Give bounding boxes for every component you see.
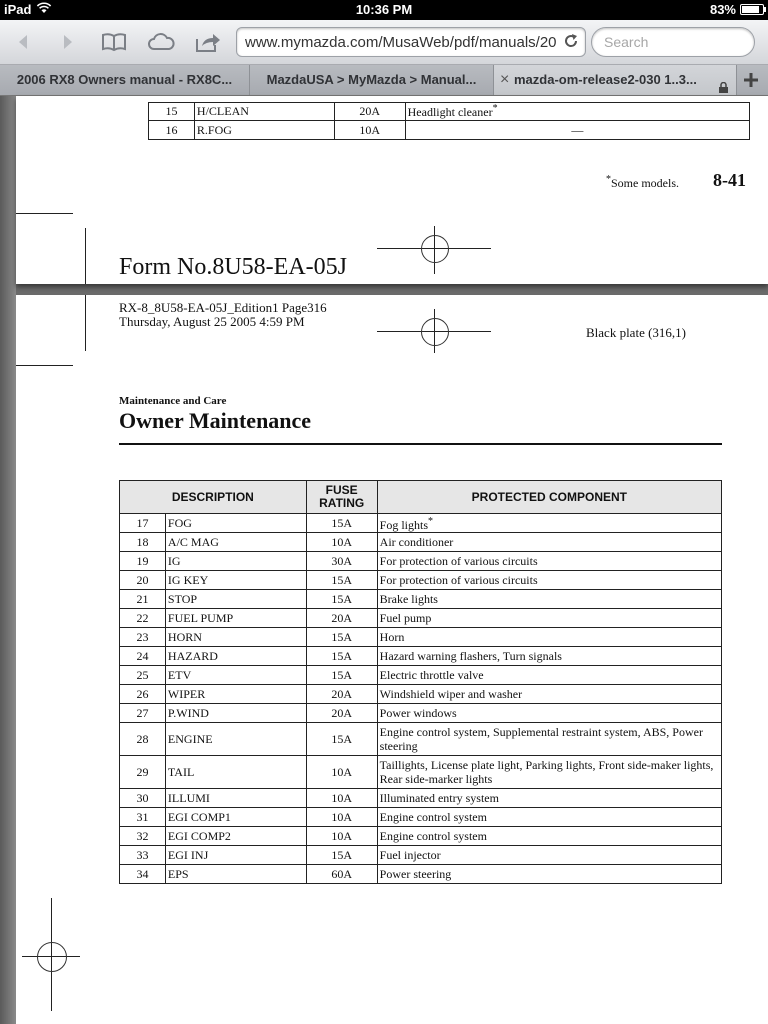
row-number: 32 <box>120 827 166 846</box>
row-description: ENGINE <box>165 723 306 756</box>
row-number: 29 <box>120 756 166 789</box>
pdf-viewer[interactable] <box>0 96 768 1024</box>
row-number: 24 <box>120 647 166 666</box>
row-rating: 20A <box>306 685 377 704</box>
table-row <box>120 846 722 865</box>
page-title: Owner Maintenance <box>119 408 312 433</box>
row-component <box>377 609 721 628</box>
status-right <box>710 2 764 17</box>
status-time: 10:36 PM <box>355 2 413 17</box>
tab-rx8-owners-manual[interactable] <box>0 65 250 95</box>
icloud-tabs-button[interactable] <box>146 30 178 54</box>
row-rating: 10A <box>306 808 377 827</box>
row-description: IG <box>165 552 306 571</box>
row-number: 28 <box>120 723 166 756</box>
row-component <box>377 571 721 590</box>
row-rating: 15A <box>306 628 377 647</box>
pdf-page-current <box>16 295 768 1024</box>
table-row <box>149 121 750 140</box>
component-text: Fuel injector <box>379 848 441 862</box>
row-rating: 10A <box>306 533 377 552</box>
page-header <box>119 301 327 329</box>
component-text: Brake lights <box>379 592 438 606</box>
row-description: FOG <box>165 514 306 533</box>
row-number: 22 <box>120 609 166 628</box>
component-text: Taillights, License plate light, Parking lights, Front side-maker lights, Rear side-marker lights <box>379 758 714 786</box>
component-text: For protection of various circuits <box>379 554 538 568</box>
row-rating: 30A <box>306 552 377 571</box>
component-text: Engine control system <box>379 829 487 843</box>
row-component <box>405 103 749 121</box>
table-row <box>120 756 722 789</box>
component-text: Horn <box>379 630 405 644</box>
row-description: STOP <box>165 590 306 609</box>
row-number: 23 <box>120 628 166 647</box>
back-button[interactable] <box>12 30 40 54</box>
row-component <box>377 704 721 723</box>
row-rating: 60A <box>306 865 377 884</box>
row-component <box>377 514 721 533</box>
table-row <box>120 723 722 756</box>
column-header-fuse-rating: FUSE RATING <box>306 481 377 514</box>
table-row <box>120 552 722 571</box>
row-description: ILLUMI <box>165 789 306 808</box>
row-number: 18 <box>120 533 166 552</box>
row-component <box>377 827 721 846</box>
cloud-icon <box>146 30 176 54</box>
row-number: 33 <box>120 846 166 865</box>
row-number: 25 <box>120 666 166 685</box>
footnote-star: * <box>428 515 434 527</box>
reload-icon[interactable] <box>563 33 579 49</box>
row-rating: 15A <box>306 846 377 865</box>
share-icon <box>194 30 222 54</box>
row-description: R.FOG <box>194 121 334 140</box>
row-rating: 15A <box>306 590 377 609</box>
row-number: 19 <box>120 552 166 571</box>
row-rating: 10A <box>306 756 377 789</box>
status-bar <box>0 0 768 20</box>
component-text: For protection of various circuits <box>379 573 538 587</box>
registration-mark <box>37 942 67 972</box>
component-text: Fog lights <box>379 517 429 532</box>
device-name: iPad <box>4 2 32 17</box>
row-description: FUEL PUMP <box>165 609 306 628</box>
row-rating: 15A <box>306 514 377 533</box>
header-line-2: Thursday, August 25 2005 4:59 PM <box>119 314 305 329</box>
crop-mark <box>16 213 73 214</box>
footnote-text: Some models. <box>611 176 679 190</box>
table-header-row <box>120 481 722 514</box>
row-component <box>377 808 721 827</box>
registration-mark <box>421 318 449 346</box>
table-row <box>149 103 750 121</box>
page-number: 8-41 <box>713 170 746 190</box>
row-number: 21 <box>120 590 166 609</box>
table-row <box>120 571 722 590</box>
row-component <box>377 533 721 552</box>
component-text: Power steering <box>379 867 452 881</box>
search-input[interactable] <box>602 33 746 51</box>
table-row <box>120 628 722 647</box>
component-text: Hazard warning flashers, Turn signals <box>379 649 562 663</box>
pdf-page-previous <box>16 96 768 284</box>
component-text: Electric throttle valve <box>379 668 484 682</box>
row-component <box>377 628 721 647</box>
bookmarks-button[interactable] <box>100 30 128 54</box>
row-description: P.WIND <box>165 704 306 723</box>
component-text: Engine control system, Supplemental restraint system, ABS, Power steering <box>379 725 703 753</box>
fuse-table-continued <box>148 102 750 140</box>
column-header-protected-component: PROTECTED COMPONENT <box>377 481 721 514</box>
header-line-1: RX-8_8U58-EA-05J_Edition1 Page316 <box>119 300 327 315</box>
row-rating: 15A <box>306 647 377 666</box>
row-rating: 10A <box>306 827 377 846</box>
tab-mazda-om-release[interactable] <box>494 65 737 95</box>
row-component <box>377 723 721 756</box>
table-row <box>120 514 722 533</box>
row-number: 16 <box>149 121 195 140</box>
tab-label: mazda-om-release2-030 1..3... <box>514 72 697 87</box>
component-text: Windshield wiper and washer <box>379 687 523 701</box>
component-text: Fuel pump <box>379 611 432 625</box>
row-number: 20 <box>120 571 166 590</box>
viewer-left-edge <box>0 96 16 1024</box>
row-description: EGI INJ <box>165 846 306 865</box>
search-field[interactable] <box>591 27 755 57</box>
forward-button[interactable] <box>55 30 83 54</box>
row-rating: 20A <box>334 103 405 121</box>
row-component <box>377 552 721 571</box>
row-component <box>377 666 721 685</box>
row-component: — <box>405 121 749 140</box>
row-description: HORN <box>165 628 306 647</box>
row-rating: 10A <box>334 121 405 140</box>
crop-mark <box>85 295 86 351</box>
row-number: 30 <box>120 789 166 808</box>
row-description: A/C MAG <box>165 533 306 552</box>
table-row <box>120 533 722 552</box>
row-rating: 15A <box>306 723 377 756</box>
row-component <box>377 789 721 808</box>
table-row <box>120 865 722 884</box>
fuse-table <box>119 480 722 884</box>
row-component <box>377 865 721 884</box>
component-text: Air conditioner <box>379 535 454 549</box>
table-row <box>120 704 722 723</box>
form-number: Form No.8U58-EA-05J <box>119 254 347 280</box>
table-row <box>120 789 722 808</box>
plus-icon <box>740 69 762 91</box>
crop-mark <box>85 228 86 284</box>
tab-label: MazdaUSA > MyMazda > Manual... <box>266 72 477 87</box>
column-header-description: DESCRIPTION <box>120 481 307 514</box>
tab-bar <box>0 65 768 96</box>
close-tab-icon[interactable]: × <box>500 71 510 88</box>
row-rating: 15A <box>306 571 377 590</box>
title-rule <box>119 443 722 445</box>
footnote <box>606 174 679 191</box>
row-description: EPS <box>165 865 306 884</box>
row-description: ETV <box>165 666 306 685</box>
footnote-star: * <box>492 103 498 114</box>
share-button[interactable] <box>194 30 224 54</box>
browser-toolbar <box>0 20 768 65</box>
tab-mazdausa-mymazda[interactable] <box>250 65 494 95</box>
tab-label: 2006 RX8 Owners manual - RX8C... <box>16 72 233 87</box>
section-label: Maintenance and Care <box>119 395 227 407</box>
row-description: H/CLEAN <box>194 103 334 121</box>
table-row <box>120 590 722 609</box>
row-number: 17 <box>120 514 166 533</box>
row-component <box>377 756 721 789</box>
plate-label: Black plate (316,1) <box>586 325 686 340</box>
row-number: 27 <box>120 704 166 723</box>
battery-icon <box>740 4 764 15</box>
table-row <box>120 647 722 666</box>
component-text: Headlight cleaner <box>407 105 493 119</box>
row-component <box>377 685 721 704</box>
table-row <box>120 827 722 846</box>
row-component <box>377 590 721 609</box>
book-icon <box>100 30 128 54</box>
fuse-table-body <box>120 514 722 884</box>
row-number: 31 <box>120 808 166 827</box>
row-number: 26 <box>120 685 166 704</box>
row-component <box>377 647 721 666</box>
row-component <box>377 846 721 865</box>
row-description: TAIL <box>165 756 306 789</box>
component-text: Power windows <box>379 706 457 720</box>
row-description: WIPER <box>165 685 306 704</box>
footnote-star: * <box>606 174 611 185</box>
registration-mark <box>421 235 449 263</box>
row-number: 15 <box>149 103 195 121</box>
row-description: EGI COMP1 <box>165 808 306 827</box>
table-row <box>120 808 722 827</box>
row-rating: 15A <box>306 666 377 685</box>
row-rating: 10A <box>306 789 377 808</box>
crop-mark <box>16 365 73 366</box>
table-row <box>120 609 722 628</box>
row-description: HAZARD <box>165 647 306 666</box>
row-description: EGI COMP2 <box>165 827 306 846</box>
row-rating: 20A <box>306 609 377 628</box>
component-text: Illuminated entry system <box>379 791 499 805</box>
component-text: Engine control system <box>379 810 487 824</box>
battery-percent: 83% <box>709 2 736 17</box>
row-number: 34 <box>120 865 166 884</box>
row-description: IG KEY <box>165 571 306 590</box>
table-row <box>120 666 722 685</box>
row-rating: 20A <box>306 704 377 723</box>
lock-icon <box>719 74 728 85</box>
new-tab-button[interactable] <box>740 69 762 91</box>
table-row <box>120 685 722 704</box>
url-text: www.mymazda.com/MusaWeb/pdf/manuals/20 <box>245 34 557 51</box>
address-bar[interactable] <box>236 27 586 57</box>
